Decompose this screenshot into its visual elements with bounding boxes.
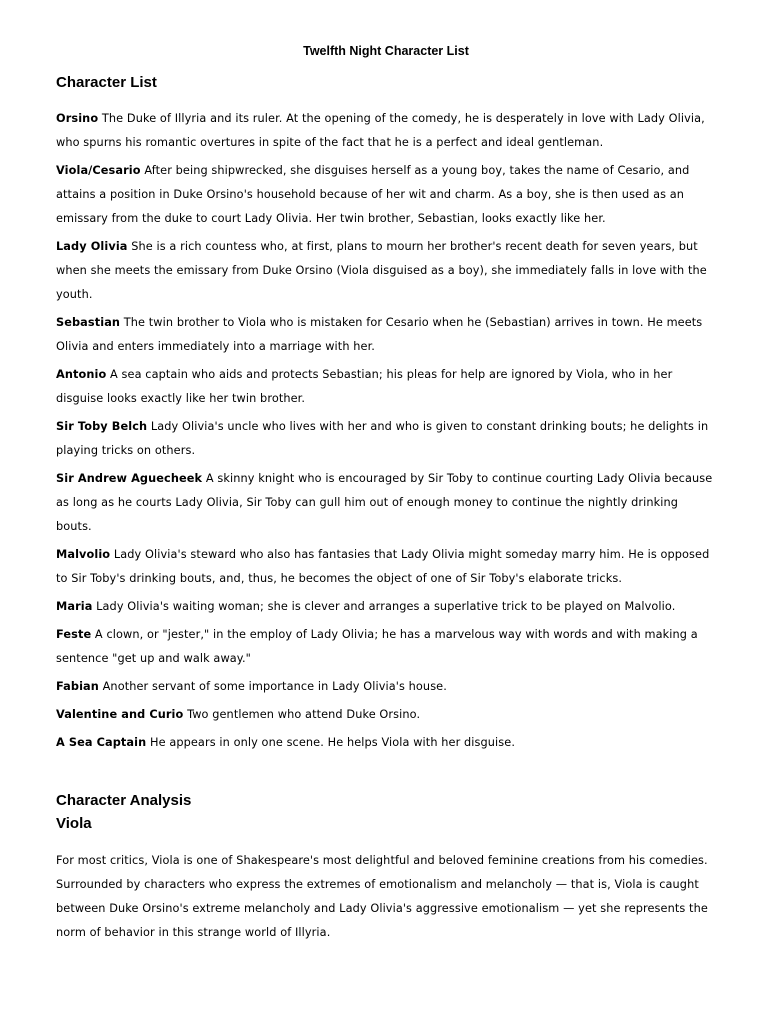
character-entry-malvolio	[56, 543, 716, 591]
character-entry-viola	[56, 159, 716, 231]
character-name: Lady Olivia	[56, 240, 128, 253]
character-name: A Sea Captain	[56, 736, 147, 749]
character-entry-orsino	[56, 107, 716, 155]
character-name: Valentine and Curio	[56, 708, 184, 721]
character-description: Lady Olivia's uncle who lives with her and who is given to constant drinking bouts; he delights in playing tricks on others.	[56, 420, 709, 457]
character-entry-feste	[56, 623, 716, 671]
character-entry-antonio	[56, 363, 716, 411]
character-entry-fabian	[56, 675, 716, 699]
character-description: The Duke of Illyria and its ruler. At the opening of the comedy, he is desperately in love with Lady Olivia, who spurns his romantic overtures in spite of the fact that he is a perfect and ideal gentleman.	[56, 112, 705, 149]
character-description: A sea captain who aids and protects Sebastian; his pleas for help are ignored by Viola, who in her disguise looks exactly like her twin brother.	[56, 368, 673, 405]
viola-heading: Viola	[56, 815, 92, 832]
character-analysis-heading: Character Analysis	[56, 792, 192, 809]
character-name: Orsino	[56, 112, 99, 125]
character-entry-valentine-curio	[56, 703, 716, 727]
character-name: Viola/Cesario	[56, 164, 141, 177]
character-description: Two gentlemen who attend Duke Orsino.	[187, 708, 421, 721]
viola-analysis-paragraph: For most critics, Viola is one of Shakespeare's most delightful and beloved feminine creations from his comedies. Surrounded by characters who express the extremes of emotionalism and melancholy — that is, Viola is caught between Duke Orsino's extreme melancholy and Lady Olivia's aggressive emotionalism — yet she represents the norm of behavior in this strange world of Illyria.	[56, 854, 708, 939]
document-title: Twelfth Night Character List	[303, 44, 469, 58]
character-description: A clown, or "jester," in the employ of Lady Olivia; he has a marvelous way with words and with making a sentence "get up and walk away."	[56, 628, 698, 665]
character-description: She is a rich countess who, at first, plans to mourn her brother's recent death for seven years, but when she meets the emissary from Duke Orsino (Viola disguised as a boy), she immediately falls in love with the youth.	[56, 240, 707, 301]
character-description: After being shipwrecked, she disguises herself as a young boy, takes the name of Cesario, and attains a position in Duke Orsino's household because of her wit and charm. As a boy, she is then used as an emissary from the duke to court Lady Olivia. Her twin brother, Sebastian, looks exactly like her.	[56, 164, 690, 225]
character-entry-sir-toby	[56, 415, 716, 463]
character-description: He appears in only one scene. He helps Viola with her disguise.	[149, 736, 516, 749]
character-name: Fabian	[56, 680, 99, 693]
character-entry-olivia	[56, 235, 716, 307]
character-description: Another servant of some importance in Lady Olivia's house.	[102, 680, 447, 693]
character-entry-sea-captain	[56, 731, 716, 755]
character-entry-sir-andrew	[56, 467, 716, 539]
character-name: Sir Toby Belch	[56, 420, 148, 433]
character-entry-sebastian	[56, 311, 716, 359]
character-name: Antonio	[56, 368, 107, 381]
character-name: Sir Andrew Aguecheek	[56, 472, 203, 485]
character-list	[56, 107, 716, 759]
character-name: Sebastian	[56, 316, 121, 329]
character-name: Maria	[56, 600, 93, 613]
character-description: Lady Olivia's steward who also has fantasies that Lady Olivia might someday marry him. He is opposed to Sir Toby's drinking bouts, and, thus, he becomes the object of one of Sir Toby's elaborate tricks.	[56, 548, 710, 585]
character-list-heading: Character List	[56, 74, 157, 91]
character-description: The twin brother to Viola who is mistaken for Cesario when he (Sebastian) arrives in town. He meets Olivia and enters immediately into a marriage with her.	[56, 316, 703, 353]
character-name: Feste	[56, 628, 92, 641]
character-description: A skinny knight who is encouraged by Sir Toby to continue courting Lady Olivia because as long as he courts Lady Olivia, Sir Toby can gull him out of enough money to continue the nightly drinking bouts.	[56, 472, 713, 533]
character-name: Malvolio	[56, 548, 111, 561]
character-entry-maria	[56, 595, 716, 619]
character-description: Lady Olivia's waiting woman; she is clever and arranges a superlative trick to be played on Malvolio.	[96, 600, 676, 613]
